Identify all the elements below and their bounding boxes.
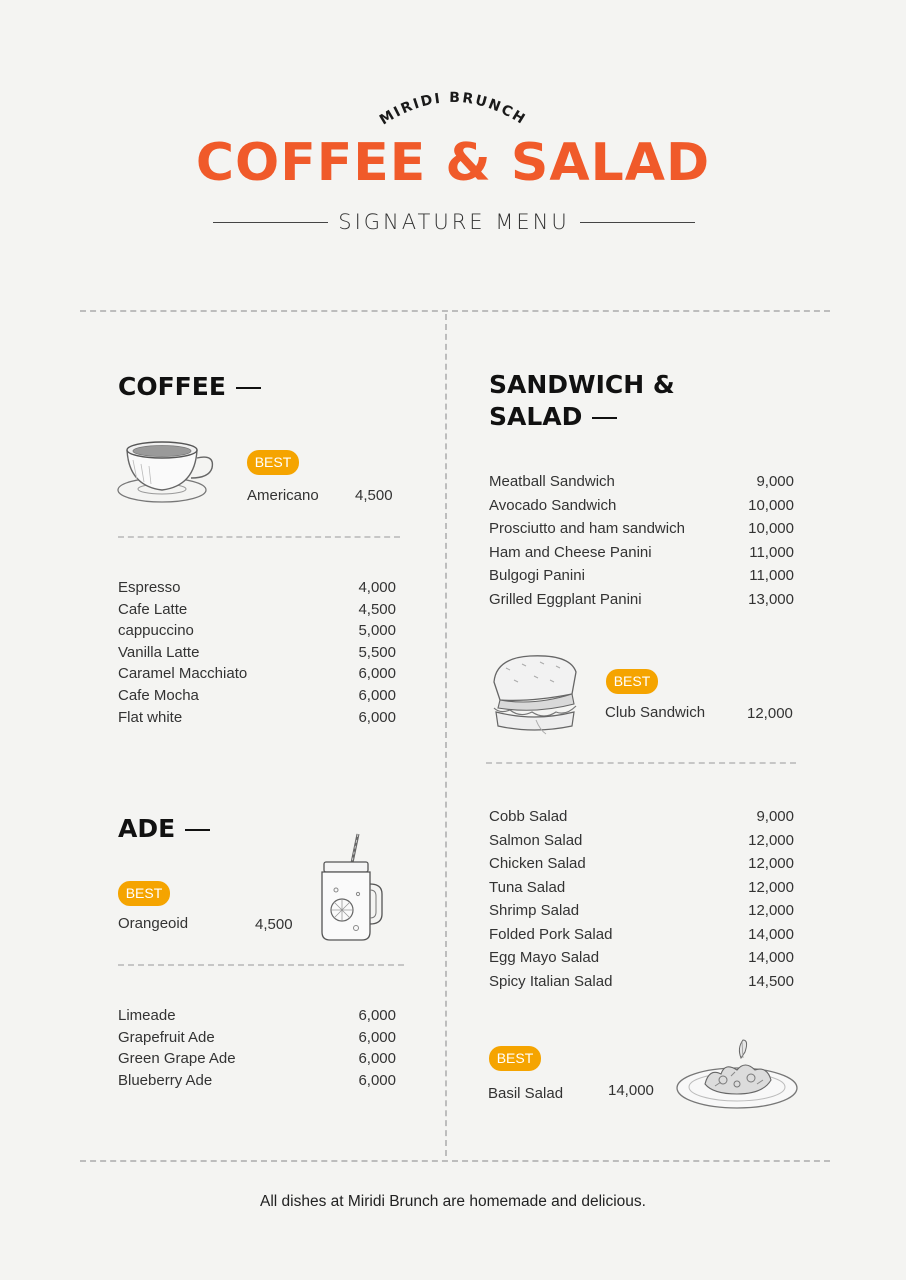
menu-item-price: 12,000 [748,902,794,919]
menu-item [118,1072,396,1089]
menu-item-price: 6,000 [358,665,396,683]
menu-item-price: 6,000 [358,686,396,704]
menu-item-name: Shrimp Salad [489,902,580,919]
coffee-list [118,579,396,726]
menu-item [118,1007,396,1024]
ade-section-title: ADE [118,813,210,845]
menu-item-name: Chicken Salad [489,855,586,872]
menu-item-name: Espresso [118,579,181,596]
coffee-divider [118,536,400,538]
menu-item [489,567,794,584]
ade-featured-price: 4,500 [255,916,293,933]
ade-featured-name: Orangeoid [118,915,189,932]
menu-item-name: Spicy Italian Salad [489,972,613,990]
menu-item-name: Cafe Latte [118,600,188,618]
menu-item [489,473,794,490]
center-divider [445,314,447,1156]
footer-note: All dishes at Miridi Brunch are homemade and delicious. [260,1193,646,1210]
menu-item-name: Meatball Sandwich [489,473,615,490]
menu-item-price: 6,000 [358,708,396,726]
coffee-featured-price: 4,500 [355,487,393,504]
menu-item-name: Green Grape Ade [118,1050,236,1068]
brand-name [360,82,546,132]
menu-item-name: Cafe Mocha [118,686,199,704]
menu-item [489,520,794,537]
salad-featured-name: Basil Salad [488,1085,564,1102]
menu-item-price: 6,000 [358,1028,396,1046]
ade-best-badge: BEST [118,881,170,906]
subtitle-rule-left [213,222,328,223]
menu-item-price: 13,000 [748,590,794,608]
salad-plate-icon [675,1038,803,1112]
menu-item-price: 4,000 [358,579,396,596]
salad-featured-price: 14,000 [608,1082,654,1099]
menu-item [118,644,396,661]
menu-item [489,949,794,966]
menu-item-name: Salmon Salad [489,831,583,849]
menu-item-price: 14,000 [748,925,794,943]
menu-item [489,808,794,825]
menu-item [489,497,794,514]
top-divider [80,310,830,312]
svg-text:MIRIDI BRUNCH: MIRIDI BRUNCH [376,89,530,129]
sandwich-section-title: SANDWICH & SALAD [489,370,675,431]
menu-item [118,665,396,682]
menu-item-price: 12,000 [748,831,794,849]
menu-item-price: 6,000 [358,1050,396,1068]
sandwich-icon [486,650,584,736]
menu-item [489,832,794,849]
sandwich-divider [486,762,796,764]
sandwich-featured-price: 12,000 [747,705,793,722]
menu-item-name: Folded Pork Salad [489,925,613,943]
menu-item-name: Blueberry Ade [118,1071,213,1089]
menu-item-name: Egg Mayo Salad [489,949,600,966]
menu-item-name: Limeade [118,1007,176,1024]
menu-item-price: 11,000 [749,567,794,584]
menu-item-name: Caramel Macchiato [118,665,248,683]
menu-item [489,879,794,896]
menu-item [118,1050,396,1067]
menu-item [489,544,794,561]
menu-item-name: Prosciutto and ham sandwich [489,520,685,537]
coffee-featured-name: Americano [247,487,319,504]
subtitle-rule-right [580,222,695,223]
menu-item-name: Ham and Cheese Panini [489,543,652,561]
page-title: COFFEE & SALAD [195,133,711,193]
coffee-section-title: COFFEE [118,371,261,403]
menu-item [118,1029,396,1046]
menu-item-price: 10,000 [748,496,794,514]
ade-divider [118,964,404,966]
menu-item-price: 4,500 [358,600,396,618]
mason-jar-drink-icon [312,832,384,944]
sandwich-featured-name: Club Sandwich [605,704,706,721]
coffee-best-badge: BEST [247,450,299,475]
menu-item-price: 14,500 [748,972,794,990]
menu-item [489,855,794,872]
page-subtitle: SIGNATURE MENU [338,210,570,234]
menu-item-price: 6,000 [358,1007,396,1024]
menu-item-name: Flat white [118,708,183,726]
menu-item [118,579,396,596]
menu-item-price: 9,000 [756,473,794,490]
menu-item-name: cappuccino [118,622,194,640]
menu-item [489,926,794,943]
menu-item [489,973,794,990]
menu-item-name: Grapefruit Ade [118,1028,215,1046]
menu-item [489,902,794,919]
menu-item-price: 12,000 [748,878,794,896]
menu-item-price: 5,000 [358,622,396,640]
menu-item [118,687,396,704]
ade-list [118,1007,396,1089]
bottom-divider [80,1160,830,1162]
menu-item-name: Avocado Sandwich [489,496,617,514]
sandwich-list [489,473,794,608]
menu-item-price: 6,000 [358,1071,396,1089]
menu-item [118,601,396,618]
menu-item [118,709,396,726]
menu-item-name: Grilled Eggplant Panini [489,590,642,608]
menu-item-price: 11,000 [749,543,794,561]
subtitle-row [213,205,695,239]
salad-best-badge: BEST [489,1046,541,1071]
menu-item-price: 14,000 [748,949,794,966]
menu-item-name: Cobb Salad [489,808,568,825]
menu-item-name: Vanilla Latte [118,643,200,661]
menu-item [118,622,396,639]
menu-item [489,591,794,608]
menu-item-name: Tuna Salad [489,878,566,896]
menu-item-price: 5,500 [358,643,396,661]
sandwich-best-badge: BEST [606,669,658,694]
menu-item-price: 12,000 [748,855,794,872]
menu-item-price: 9,000 [756,808,794,825]
coffee-cup-icon [115,436,217,508]
menu-item-price: 10,000 [748,520,794,537]
salad-list [489,808,794,990]
menu-item-name: Bulgogi Panini [489,567,585,584]
